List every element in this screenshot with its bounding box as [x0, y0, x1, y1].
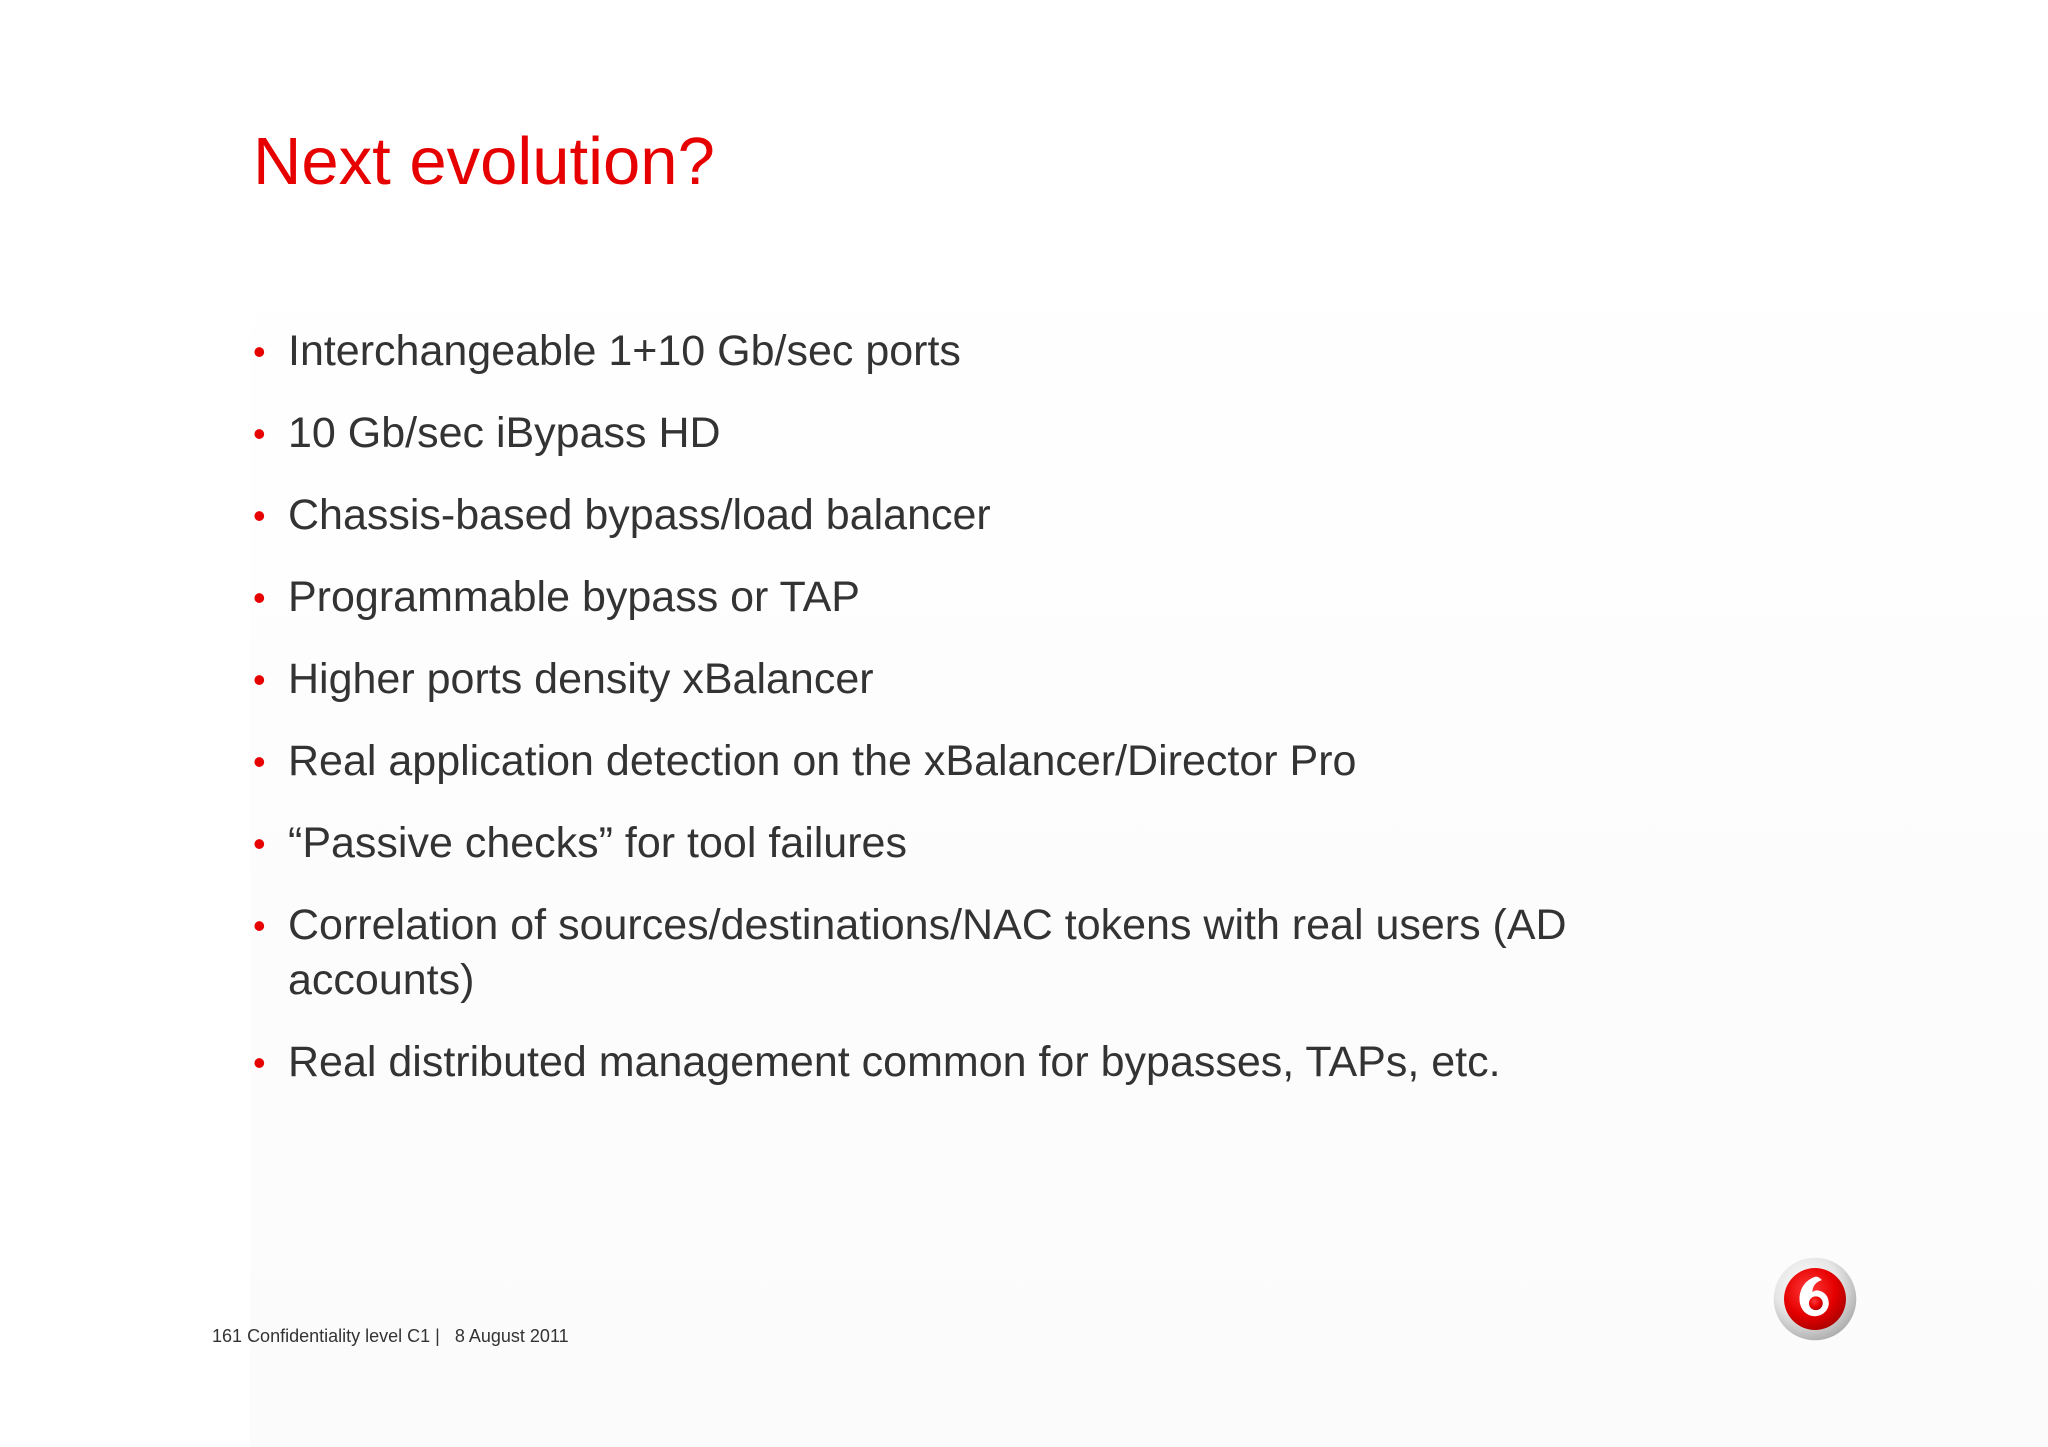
- bullet-text: Chassis-based bypass/load balancer: [288, 491, 991, 539]
- page-number: 161: [212, 1326, 243, 1346]
- bullet-item: [253, 570, 1703, 625]
- bullet-dot-icon: •: [253, 741, 266, 782]
- bullet-text: Correlation of sources/destinations/NAC tokens with real users (AD accounts): [288, 901, 1567, 1004]
- bullet-item: [253, 898, 1703, 1008]
- vodafone-logo-icon: [1772, 1256, 1858, 1342]
- bullet-dot-icon: •: [253, 413, 266, 454]
- bullet-text: 10 Gb/sec iBypass HD: [288, 409, 721, 457]
- bullet-text: Higher ports density xBalancer: [288, 655, 874, 703]
- bullet-dot-icon: •: [253, 905, 266, 946]
- slide-title: Next evolution?: [253, 124, 715, 199]
- bullet-item: [253, 816, 1703, 871]
- bullet-text: “Passive checks” for tool failures: [288, 819, 907, 867]
- bullet-dot-icon: •: [253, 823, 266, 864]
- bullet-item: [253, 324, 1703, 379]
- bullet-text: Real distributed management common for bypasses, TAPs, etc.: [288, 1038, 1501, 1086]
- bullet-text: Programmable bypass or TAP: [288, 573, 860, 621]
- footer: [212, 1326, 569, 1347]
- bullet-dot-icon: •: [253, 659, 266, 700]
- bullet-item: [253, 652, 1703, 707]
- bullet-item: [253, 488, 1703, 543]
- bullet-text: Interchangeable 1+10 Gb/sec ports: [288, 327, 961, 375]
- bullet-item: [253, 734, 1703, 789]
- footer-date: 8 August 2011: [454, 1326, 569, 1346]
- bullet-dot-icon: •: [253, 577, 266, 618]
- bullet-item: [253, 406, 1703, 461]
- bullet-text: Real application detection on the xBalancer/Director Pro: [288, 737, 1357, 785]
- bullet-list: [253, 324, 1703, 1117]
- bullet-dot-icon: •: [253, 495, 266, 536]
- bullet-dot-icon: •: [253, 331, 266, 372]
- confidentiality-label: Confidentiality level C1 |: [247, 1326, 440, 1346]
- bullet-dot-icon: •: [253, 1042, 266, 1083]
- bullet-item: [253, 1035, 1703, 1090]
